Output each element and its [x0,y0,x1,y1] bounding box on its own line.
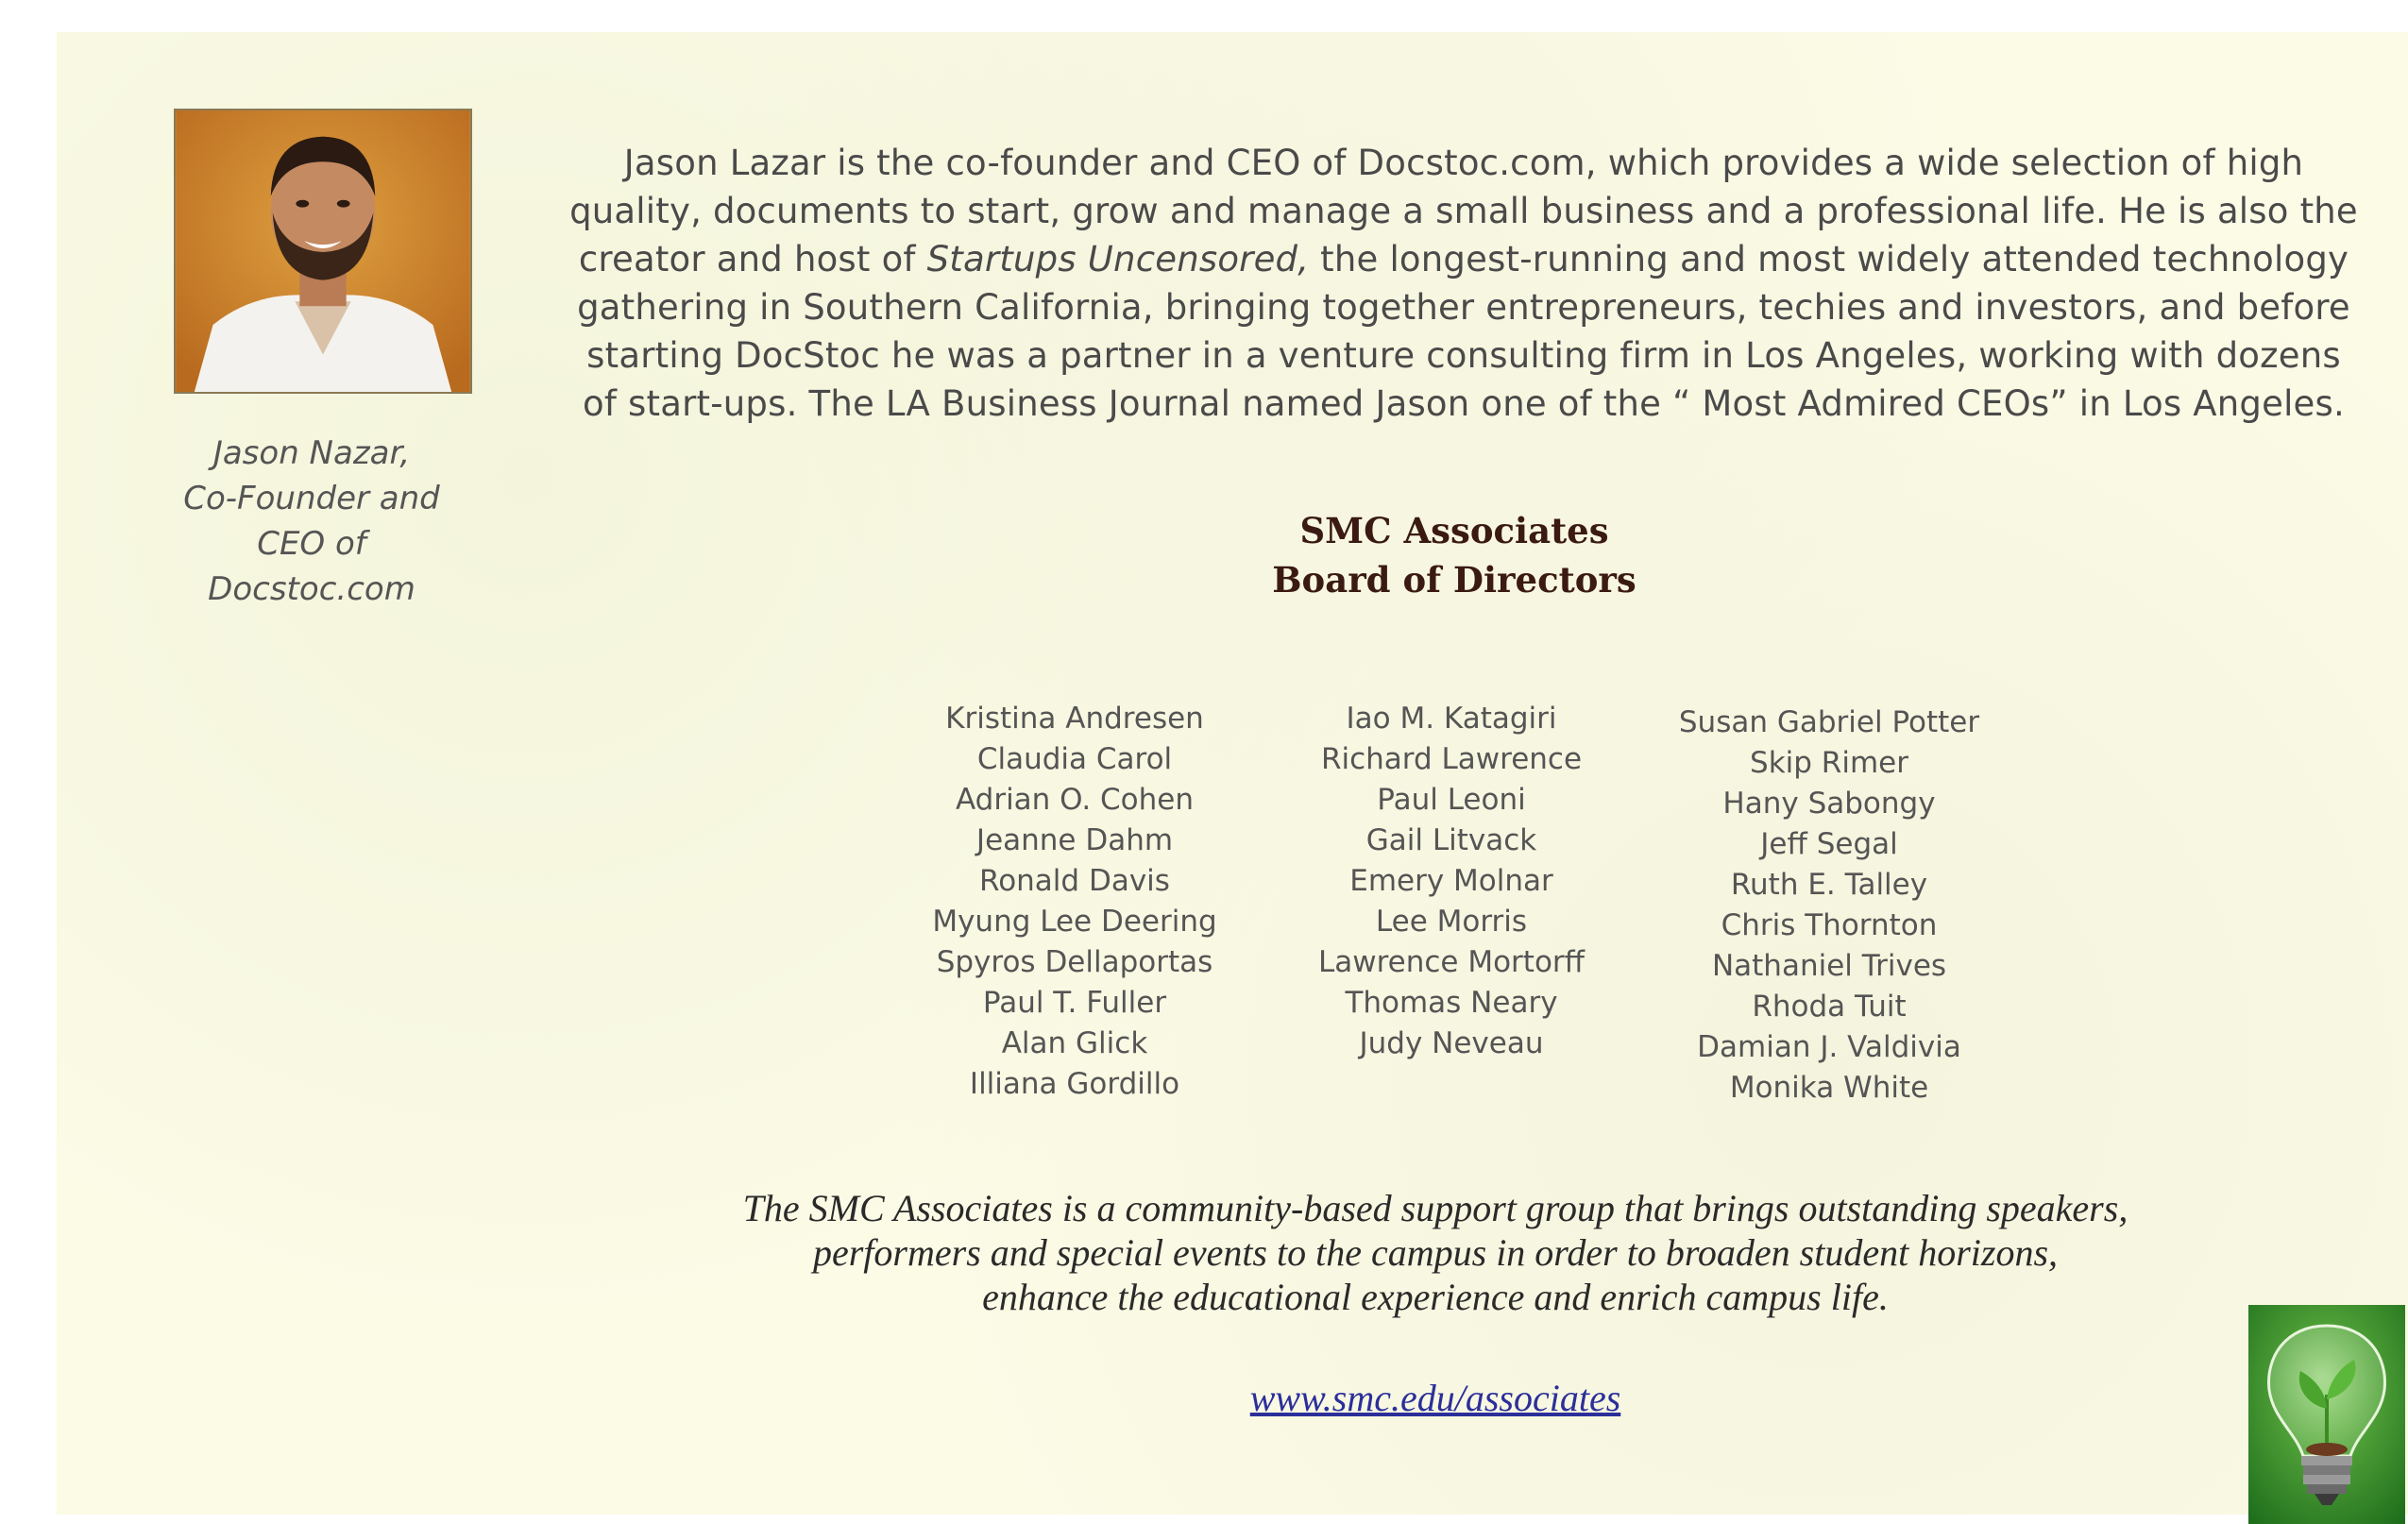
flyer-page [57,32,2408,1515]
board-member: Damian J. Valdivia [1697,1030,1961,1064]
board-member: Ronald Davis [979,864,1170,898]
lightbulb-sprout-icon [2248,1305,2405,1524]
board-member: Lee Morris [1375,905,1528,939]
board-member: Ruth E. Talley [1730,868,1928,902]
associates-link[interactable]: www.smc.edu/associates [1249,1377,1621,1419]
board-member: Judy Neveau [1359,1026,1544,1060]
board-member: Jeanne Dahm [975,823,1174,857]
caption-line: Co-Founder and [183,480,440,517]
bio-line: starting DocStoc he was a partner in a venture consulting firm in Los Angeles, working with dozens [586,335,2341,376]
show-title: Startups Uncensored, [926,239,1310,279]
portrait-photo [174,109,472,394]
board-member: Kristina Andresen [945,702,1204,736]
portrait-caption [142,431,482,612]
board-heading [1077,506,1832,604]
board-member: Nathaniel Trives [1711,949,1947,983]
board-member: Alan Glick [1001,1026,1148,1060]
board-heading-line: SMC Associates [1299,510,1609,551]
board-member: Myung Lee Deering [932,905,1217,939]
board-member: Hany Sabongy [1722,787,1936,821]
board-member: Chris Thornton [1721,908,1938,942]
caption-line: Jason Nazar, [212,434,411,472]
board-member: Jeff Segal [1760,827,1898,861]
bio-line: Jason Lazar is the co-founder and CEO of Docstoc.com, which provides a wide selection of high [623,143,2304,183]
board-member: Paul Leoni [1377,783,1526,817]
bio-paragraph [510,139,2408,428]
board-member: Rhoda Tuit [1752,990,1907,1024]
bio-line: gathering in Southern California, bringing together entrepreneurs, techies and investors, and before [577,287,2350,328]
board-member: Emery Molnar [1349,864,1553,898]
board-member: Claudia Carol [976,742,1173,776]
caption-line: CEO of [257,525,366,563]
board-member: Gail Litvack [1365,823,1537,857]
caption-line: Docstoc.com [208,570,415,608]
mission-statement [661,1186,2210,1319]
board-member: Thomas Neary [1345,986,1558,1020]
bio-line [510,235,2408,283]
board-member: Richard Lawrence [1320,742,1583,776]
board-member: Skip Rimer [1750,746,1908,780]
board-column-3 [1621,703,2037,1109]
board-column-2 [1244,699,1659,1064]
bio-text: creator and host of [578,239,927,279]
mission-line: The SMC Associates is a community-based support group that brings outstanding speakers, [742,1187,2128,1229]
board-heading-line: Board of Directors [1272,559,1636,601]
bio-line: quality, documents to start, grow and manage a small business and a professional life. He is also the [569,191,2358,231]
mission-line: enhance the educational experience and enrich campus life. [982,1276,1889,1318]
board-column-1 [867,699,1282,1105]
mission-line: performers and special events to the campus in order to broaden student horizons, [812,1231,2059,1274]
board-member: Iao M. Katagiri [1346,702,1557,736]
board-member: Adrian O. Cohen [955,783,1195,817]
bio-text: the longest-running and most widely attended technology [1309,239,2349,279]
bio-line: of start-ups. The LA Business Journal named Jason one of the “ Most Admired CEOs” in Los Angeles. [583,383,2345,424]
board-member: Paul T. Fuller [982,986,1167,1020]
board-member: Susan Gabriel Potter [1678,705,1980,739]
board-member: Monika White [1729,1071,1929,1105]
board-member: Spyros Dellaportas [936,945,1213,979]
board-member: Illiana Gordillo [969,1067,1180,1101]
board-member: Lawrence Mortorff [1317,945,1586,979]
